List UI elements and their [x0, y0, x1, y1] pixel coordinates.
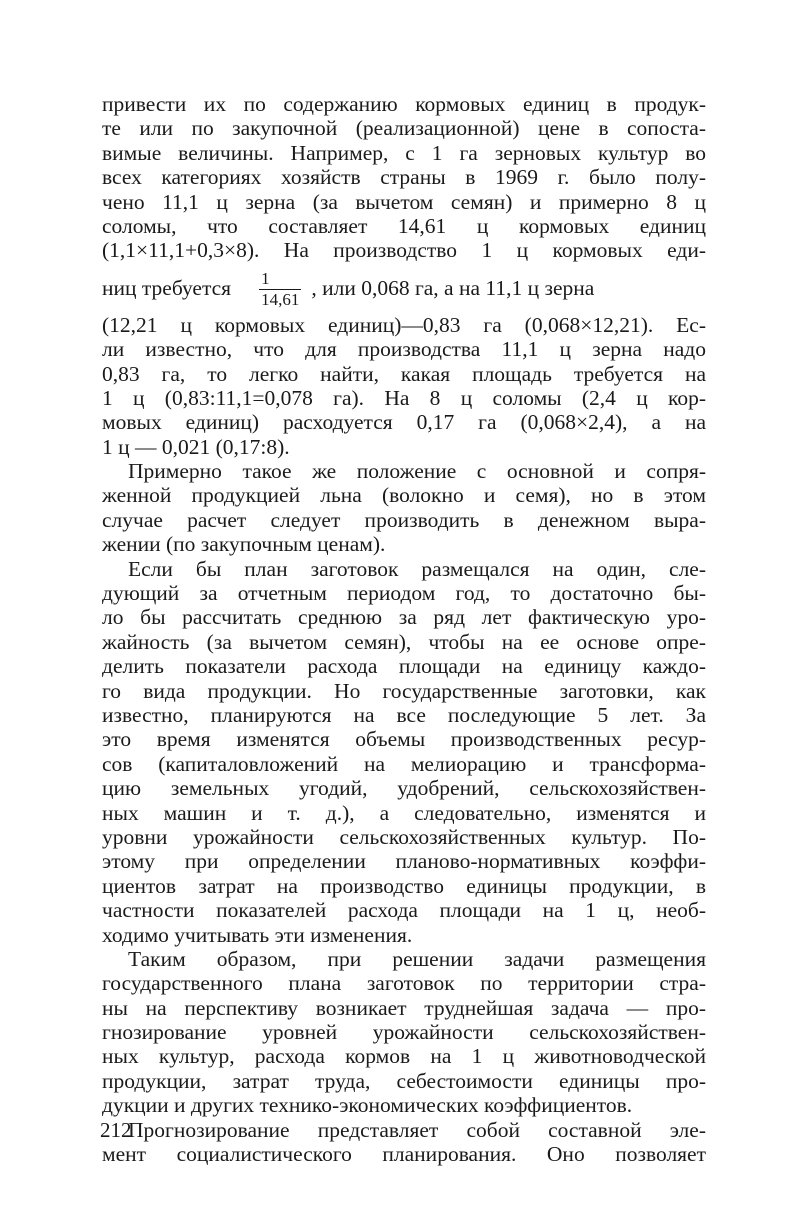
text-line: мент социалистического планирования. Оно позволяет: [102, 1142, 706, 1167]
paragraph-first-line: Примерно такое же положение с основной и сопря-: [128, 459, 706, 484]
text-line: жении (по закупочным ценам).: [102, 532, 386, 557]
text-line: продукции, затрат труда, себестоимости единицы про-: [102, 1068, 706, 1093]
page-number: 212: [100, 1118, 132, 1142]
text-line: ли известно, что для производства 11,1 ц зерна надо: [102, 337, 706, 362]
text-line: цию земельных угодий, удобрений, сельскохозяйствен-: [102, 776, 706, 801]
text-continuation: [102, 313, 706, 1167]
fraction-denominator: 14,61: [261, 290, 300, 310]
text-line: случае расчет следует производить в денежном выра-: [102, 507, 706, 532]
paragraph-first-line: Прогнозирование представляет собой составной эле-: [128, 1117, 706, 1142]
fraction-numerator: 1: [259, 269, 301, 290]
text-line: ходимо учитывать эти изменения.: [102, 922, 413, 947]
text-line: соломы, что составляет 14,61 ц кормовых единиц: [102, 213, 706, 238]
text-line: ло бы рассчитать среднюю за ряд лет фактическую уро-: [102, 605, 706, 630]
text-line: мовых единиц) расходуется 0,17 га (0,068×2,4), а на: [102, 410, 706, 435]
text-line: ны на перспективу возникает труднейшая задача — про-: [102, 995, 706, 1020]
text-line: 0,83 га, то легко найти, какая площадь требуется на: [102, 361, 706, 386]
text-line: сов (капиталовложений на мелиорацию и трансформа-: [102, 751, 706, 776]
fraction-text-after: , или 0,068 га, а на 11,1 ц зерна: [311, 275, 595, 300]
text-line: это время изменятся объемы производственных ресур-: [102, 727, 706, 752]
paragraph-first-line: Если бы план заготовок размещался на один, сле-: [128, 556, 706, 581]
text-line: вимые величины. Например, с 1 га зерновых культур во: [102, 140, 706, 165]
text-line: те или по закупочной (реализационной) цене в сопоста-: [102, 116, 706, 141]
text-line: частности показателей расхода площади на 1 ц, необ-: [102, 898, 706, 923]
text-line: циентов затрат на производство единицы продукции, в: [102, 873, 706, 898]
text-line: ных машин и т. д.), а следовательно, изменятся и: [102, 800, 706, 825]
fraction-text-before: ниц требуется: [102, 275, 232, 300]
text-line: государственного плана заготовок по территории стра-: [102, 971, 706, 996]
text-line: гнозирование уровней урожайности сельскохозяйствен-: [102, 1020, 706, 1045]
text-line: (12,21 ц кормовых единиц)—0,83 га (0,068×12,21). Ес-: [102, 312, 706, 337]
text-line: ных культур, расхода кормов на 1 ц животноводческой: [102, 1044, 706, 1069]
text-line: 1 ц — 0,021 (0,17:8).: [102, 434, 290, 459]
text-line: уровни урожайности сельскохозяйственных культур. По-: [102, 824, 706, 849]
text-line: известно, планируются на все последующие 5 лет. За: [102, 702, 706, 727]
text-line: привести их по содержанию кормовых единиц в продук-: [102, 92, 706, 116]
fraction: [259, 269, 301, 310]
text-line: дующий за отчетным периодом год, то достаточно бы-: [102, 581, 706, 606]
fraction-line: [102, 263, 706, 313]
text-line: го вида продукции. Но государственные заготовки, как: [102, 678, 706, 703]
text-line: женной продукцией льна (волокно и семя), но в этом: [102, 483, 706, 508]
text-line: делить показатели расхода площади на единицу каждо-: [102, 654, 706, 679]
text-line: (1,1×11,1+0,3×8). На производство 1 ц кормовых еди-: [102, 238, 706, 263]
body-text: [102, 92, 706, 1166]
text-line: жайность (за вычетом семян), чтобы на ее основе опре-: [102, 629, 706, 654]
paragraph-first-line: Таким образом, при решении задачи размещения: [128, 946, 706, 971]
text-line: 1 ц (0,83:11,1=0,078 га). На 8 ц соломы (2,4 ц кор-: [102, 385, 706, 410]
text-line: этому при определении планово-нормативных коэффи-: [102, 849, 706, 874]
text-line: дукции и других технико-экономических коэффициентов.: [102, 1093, 633, 1118]
text-line: чено 11,1 ц зерна (за вычетом семян) и примерно 8 ц: [102, 189, 706, 214]
text-line: всех категориях хозяйств страны в 1969 г. было полу-: [102, 165, 706, 190]
